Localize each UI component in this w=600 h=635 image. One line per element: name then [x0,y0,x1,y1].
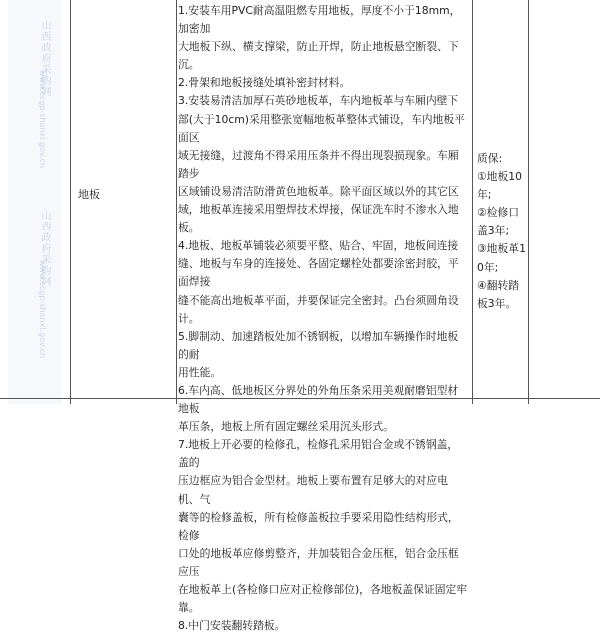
spec-line: 8.中门安装翻转踏板。 [178,619,286,633]
spec-line: 大地板下纵、横支撑梁，防止开焊，防止地板悬空断裂、下沉。 [178,40,459,72]
table-border [528,0,529,404]
spec-line: 部(大于10cm)采用整张宽幅地板革整体式铺设，车内地板平面区 [178,112,465,144]
site-watermark: 山西政府采购网 [39,210,50,287]
spec-line: 压边框应为铝合金型材。地板上要布置有足够大的对应电机、气 [178,474,448,506]
warranty-line: 板3年。 [477,296,517,310]
warranty-line: ④翻转踏 [477,278,520,292]
spec-line: 靠。 [178,601,200,615]
table-border [70,0,71,404]
warranty-line: ②检修口 [477,206,520,220]
warranty-line: ③地板革1 [477,242,526,256]
spec-line: 缝不能高出地板革平面，并要保证完全密封。凸台须圆角设计。 [178,293,459,325]
warranty-line: 质保: [477,152,503,165]
site-watermark-url: www.ccgp-shanxi.gov.cn [38,260,47,359]
spec-line: 缝、地板与车身的连接处、各固定螺栓处都要涂密封胶，平面焊接 [178,257,459,289]
spec-line: 在地板革上(各检修口应对正检修部位)，各地板盖保证固定牢 [178,583,468,596]
warranty-line: 盖3年; [477,224,510,238]
specification-text [178,2,468,635]
table-border [472,0,473,404]
table-border [176,0,177,404]
spec-line: 区域铺设易清洁防滑黄色地板革。除平面区域以外的其它区 [178,184,459,198]
spec-line: 3.安装易清洁加厚石英砂地板革，车内地板革与车厢内壁下 [178,94,459,108]
warranty-line: 0年; [477,260,499,274]
spec-line: 4.地板、地板革铺装必须要平整、贴合、牢固，地板间连接 [178,239,459,253]
spec-line: 7.地板上开必要的检修孔，检修孔采用铝合金或不锈钢盖，盖的 [178,438,459,470]
row-label: 地板 [78,188,100,201]
warranty-line: ①地板10 [477,170,523,184]
spec-line: 革压条，地板上所有固定螺丝采用沉头形式。 [178,420,394,434]
spec-line: 域，地板革连接采用塑焊技术焊接，保证洗车时不渗水入地板。 [178,203,459,235]
spec-line: 囊等的检修盖板，所有检修盖板拉手要采用隐性结构形式，检修 [178,510,459,542]
spec-line: 用性能。 [178,365,222,379]
site-watermark: 山西政府采购网 [39,20,50,97]
spec-line: 6.车内高、低地板区分界处的外角压条采用美观耐磨铝型材地板 [178,383,459,416]
spec-line: 口处的地板革应修剪整齐，并加装铝合金压框，铝合金压框应压 [178,546,459,578]
spec-line: 域无接缝，过渡角不得采用压条并不得出现裂损现象。车厢踏步 [178,148,459,180]
spec-line: 1.安装车用PVC耐高温阻燃专用地板，厚度不小于18mm，加密加 [178,4,461,36]
warranty-line: 年; [477,188,492,202]
site-watermark-url: www.ccgp-shanxi.gov.cn [38,70,47,169]
spec-line: 2.骨架和地板接缝处填补密封材料。 [178,76,351,90]
spec-line: 5.脚制动、加速踏板处加不锈钢板，以增加车辆操作时地板的耐 [178,329,459,361]
warranty-text [477,150,526,313]
